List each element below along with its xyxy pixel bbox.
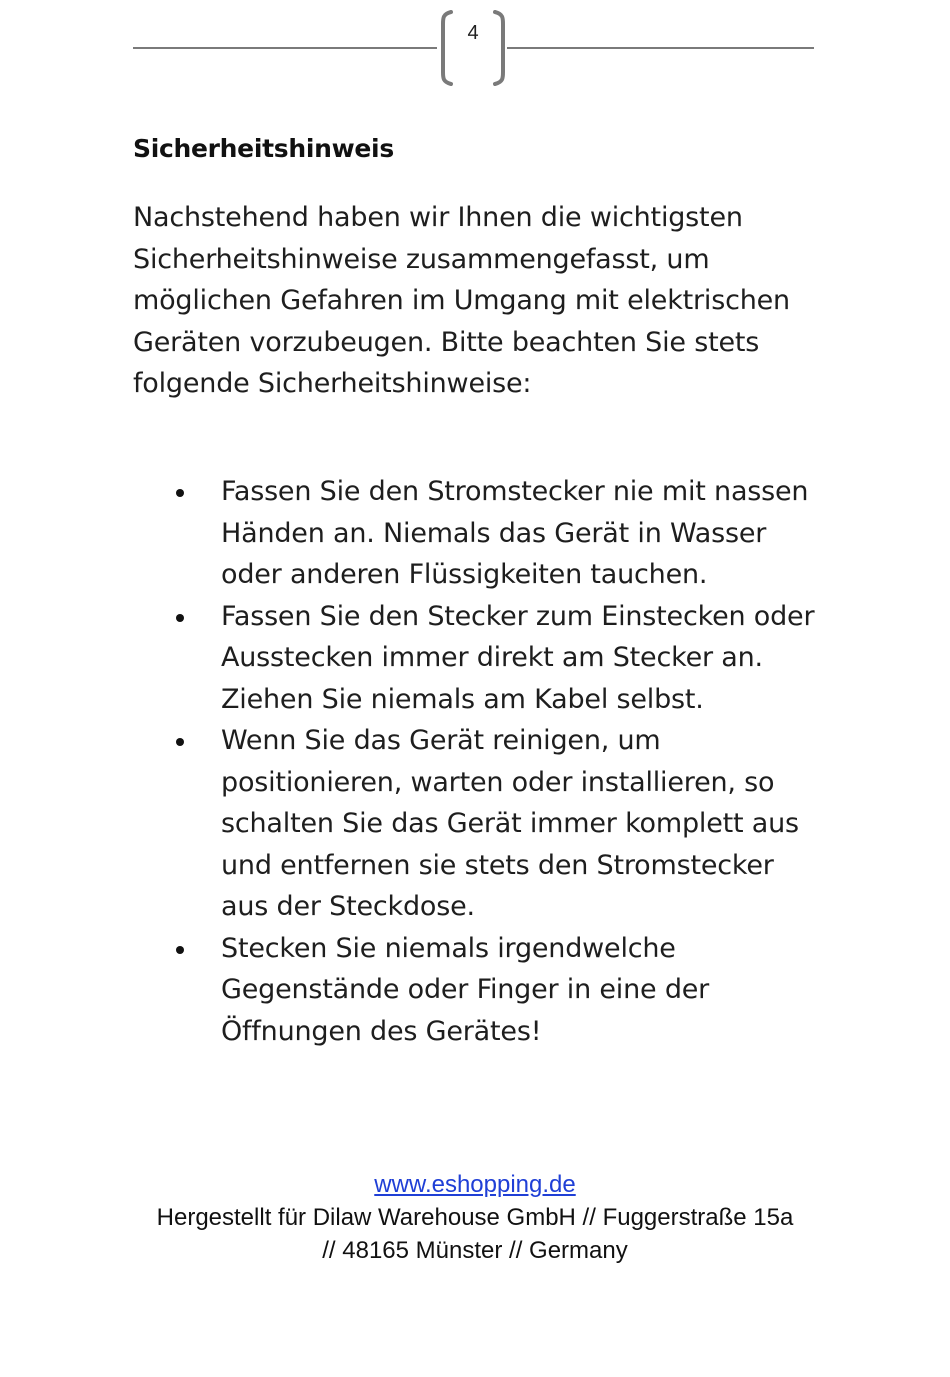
header-rule-right — [507, 47, 814, 49]
footer-address-line-2: // 48165 Münster // Germany — [322, 1237, 628, 1264]
list-item — [133, 471, 823, 596]
page-header — [133, 8, 814, 88]
list-item — [133, 596, 823, 721]
page-number-bracket-icon — [435, 8, 511, 88]
bullet-icon — [176, 614, 184, 622]
list-item-text: Stecken Sie niemals irgendwelche Gegenstände oder Finger in eine der Öffnungen des Gerätes! — [221, 932, 710, 1047]
website-link[interactable]: www.eshopping.de — [374, 1171, 576, 1198]
list-item — [133, 720, 823, 928]
header-rule-left — [133, 47, 437, 49]
section-title: Sicherheitshinweis — [133, 134, 394, 163]
bullet-icon — [176, 738, 184, 746]
list-item-text: Fassen Sie den Stromstecker nie mit nassen Händen an. Niemals das Gerät in Wasser oder anderen Flüssigkeiten tauchen. — [221, 476, 809, 590]
list-item-text: Fassen Sie den Stecker zum Einstecken oder Ausstecken immer direkt am Stecker an. Ziehen Sie niemals am Kabel selbst. — [221, 600, 815, 715]
page-number: 4 — [467, 22, 479, 44]
list-item — [133, 928, 823, 1053]
footer-address-line-1: Hergestellt für Dilaw Warehouse GmbH // Fuggerstraße 15a — [156, 1204, 794, 1231]
list-item-text: Wenn Sie das Gerät reinigen, um positionieren, warten oder installieren, so schalten Sie das Gerät immer komplett aus und entfernen sie stets den Stromstecker aus der Steckdose. — [221, 725, 799, 922]
bullet-icon — [176, 946, 184, 954]
page-footer — [100, 1168, 850, 1267]
bullet-icon — [176, 489, 184, 497]
intro-paragraph: Nachstehend haben wir Ihnen die wichtigsten Sicherheitshinweise zusammengefasst, um möglichen Gefahren im Umgang mit elektrischen Geräten vorzubeugen. Bitte beachten Sie stets folgende Sicherheitshinweise: — [133, 202, 790, 399]
safety-list — [133, 471, 823, 1052]
